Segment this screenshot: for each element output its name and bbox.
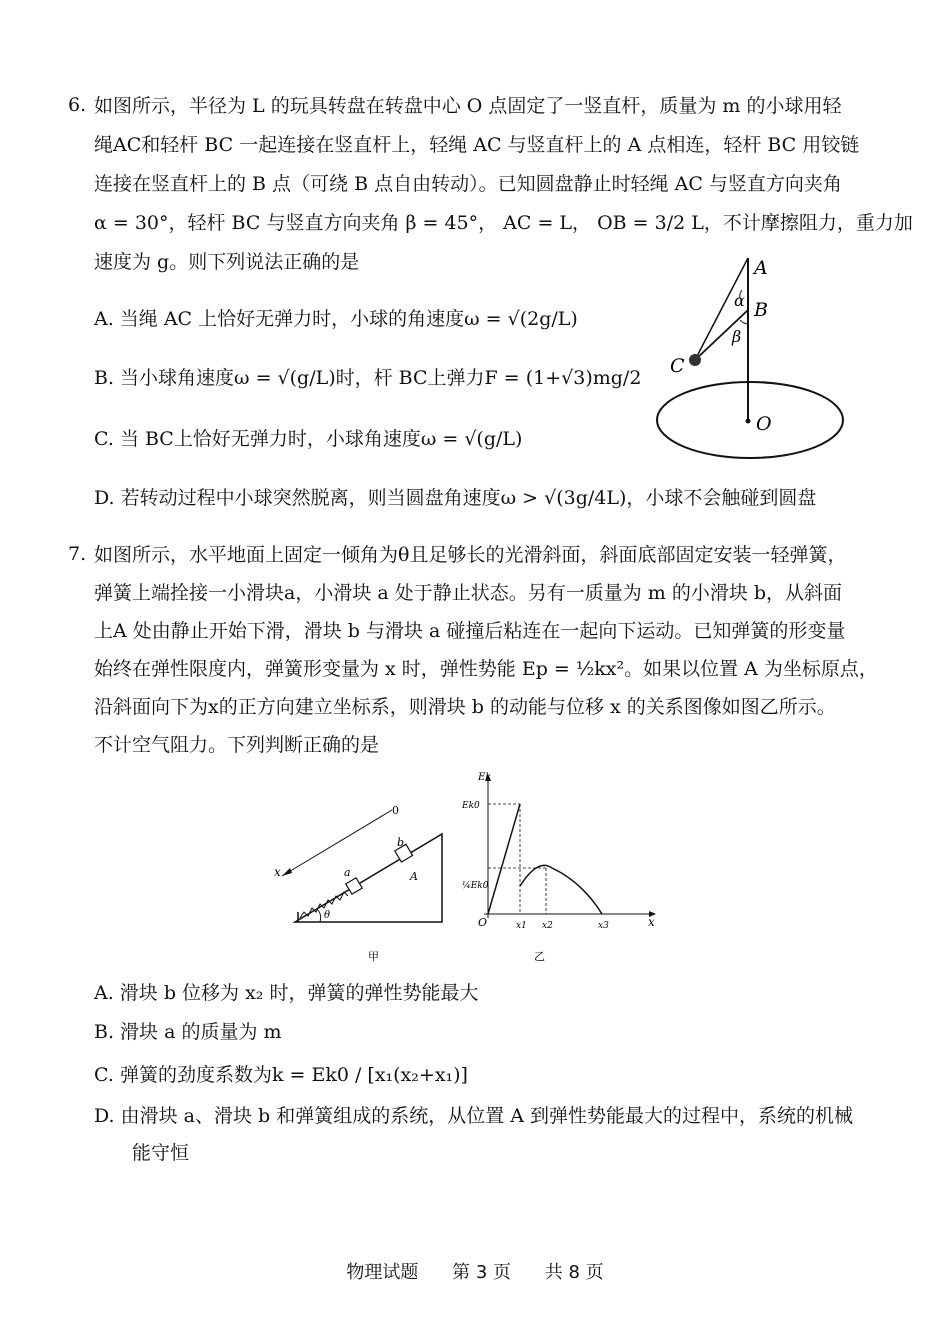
jia-theta: θ (324, 910, 331, 921)
ek-curve (520, 865, 602, 914)
q7-option-d: D. 由滑块 a、滑块 b 和弹簧组成的系统，从位置 A 到弹性势能最大的过程中，系统的机械 (94, 1105, 854, 1127)
jia-caption: 甲 (368, 950, 379, 963)
footer-subject: 物理试题 (346, 1262, 419, 1283)
q7-stem-line-1: 如图所示，水平地面上固定一倾角为θ且足够长的光滑斜面，斜面底部固定安装一轻弹簧， (94, 544, 847, 566)
footer-page: 第 3 页 (452, 1262, 511, 1283)
yi-x3: x3 (598, 921, 609, 931)
q7-stem-line-2: 弹簧上端拴接一小滑块a，小滑块 a 处于静止状态。另有一质量为 m 的小滑块 b，从斜面 (94, 582, 843, 604)
q7-option-b: B. 滑块 a 的质量为 m (94, 1021, 282, 1043)
jia-A-label: A (410, 870, 418, 883)
q6-option-b: B. 当小球角速度ω = √(g/L)时，杆 BC上弹力F = (1+√3)mg/2 (94, 367, 642, 389)
yi-ek-label: Ek (478, 772, 492, 783)
q6-stem-line-5: 速度为 g。则下列说法正确的是 (94, 251, 360, 273)
jia-a-label: a (344, 866, 351, 879)
label-a: A (754, 257, 768, 279)
jia-origin: 0 (392, 804, 399, 817)
beta-arc (740, 320, 748, 324)
q7-option-c: C. 弹簧的劲度系数为k = Ek0 / [x₁(x₂+x₁)] (94, 1064, 468, 1086)
label-c: C (670, 355, 685, 377)
q7-number: 7. (68, 543, 87, 565)
q7-figure-jia (270, 800, 450, 965)
yi-x1: x1 (516, 921, 527, 931)
q7-stem-line-6: 不计空气阻力。下列判断正确的是 (94, 734, 380, 756)
q6-option-c: C. 当 BC上恰好无弹力时，小球角速度ω = √(g/L) (94, 428, 523, 450)
q7-figure-yi (462, 770, 662, 965)
q7-stem-line-3: 上A 处由静止开始下滑，滑块 b 与滑块 a 碰撞后粘连在一起向下运动。已知弹簧的形变量 (94, 620, 846, 642)
x-axis-arrow (282, 810, 392, 876)
label-b: B (754, 299, 768, 321)
q6-option-a: A. 当绳 AC 上恰好无弹力时，小球的角速度ω = √(2g/L) (94, 308, 578, 330)
q7-option-a: A. 滑块 b 位移为 x₂ 时，弹簧的弹性势能最大 (94, 982, 479, 1004)
theta-arc (318, 910, 321, 922)
jia-b-label: b (397, 836, 405, 849)
yi-x2: x2 (542, 921, 553, 931)
yi-quarter-label: ¼Ek0 (462, 881, 489, 891)
q7-stem-line-4: 始终在弹性限度内，弹簧形变量为 x 时，弹性势能 Ep = ½kx²。如果以位置 A 为坐标原点， (94, 658, 878, 680)
q7-stem-line-5: 沿斜面向下为x的正方向建立坐标系，则滑块 b 的动能与位移 x 的关系图像如图乙所示。 (94, 696, 836, 718)
q6-stem-line-4: α = 30°，轻杆 BC 与竖直方向夹角 β = 45°， AC = L， OB = 3/2 L，不计摩擦阻力，重力加 (94, 212, 913, 234)
center-point (746, 419, 751, 424)
yi-origin: O (478, 916, 488, 929)
block-a (346, 878, 362, 894)
yi-caption: 乙 (534, 950, 545, 963)
q6-number: 6. (68, 94, 87, 116)
q7-option-d-cont: 能守恒 (132, 1142, 190, 1164)
x-arrow-head (282, 868, 292, 876)
q6-stem-line-1: 如图所示，半径为 L 的玩具转盘在转盘中心 O 点固定了一竖直杆，质量为 m 的小球用轻 (94, 95, 842, 117)
label-o: O (756, 413, 772, 435)
page-footer (0, 1258, 950, 1284)
footer-total: 共 8 页 (544, 1262, 604, 1283)
ek-line-rise (488, 804, 520, 914)
q6-figure (650, 250, 880, 470)
yi-ek0-label: Ek0 (462, 801, 480, 811)
jia-x-label: x (274, 865, 281, 879)
q6-stem-line-2: 绳AC和轻杆 BC 一起连接在竖直杆上，轻绳 AC 与竖直杆上的 A 点相连，轻杆 BC 用铰链 (94, 134, 860, 156)
label-beta: β (732, 327, 742, 346)
yi-x-label: x (648, 915, 655, 929)
ball-c (689, 354, 701, 366)
q6-option-d: D. 若转动过程中小球突然脱离，则当圆盘角速度ω > √(3g/4L)，小球不会触碰到圆盘 (94, 487, 817, 509)
label-alpha: α (734, 291, 745, 310)
q6-stem-line-3: 连接在竖直杆上的 B 点（可绕 B 点自由转动）。已知圆盘静止时轻绳 AC 与竖直方向夹角 (94, 173, 842, 195)
